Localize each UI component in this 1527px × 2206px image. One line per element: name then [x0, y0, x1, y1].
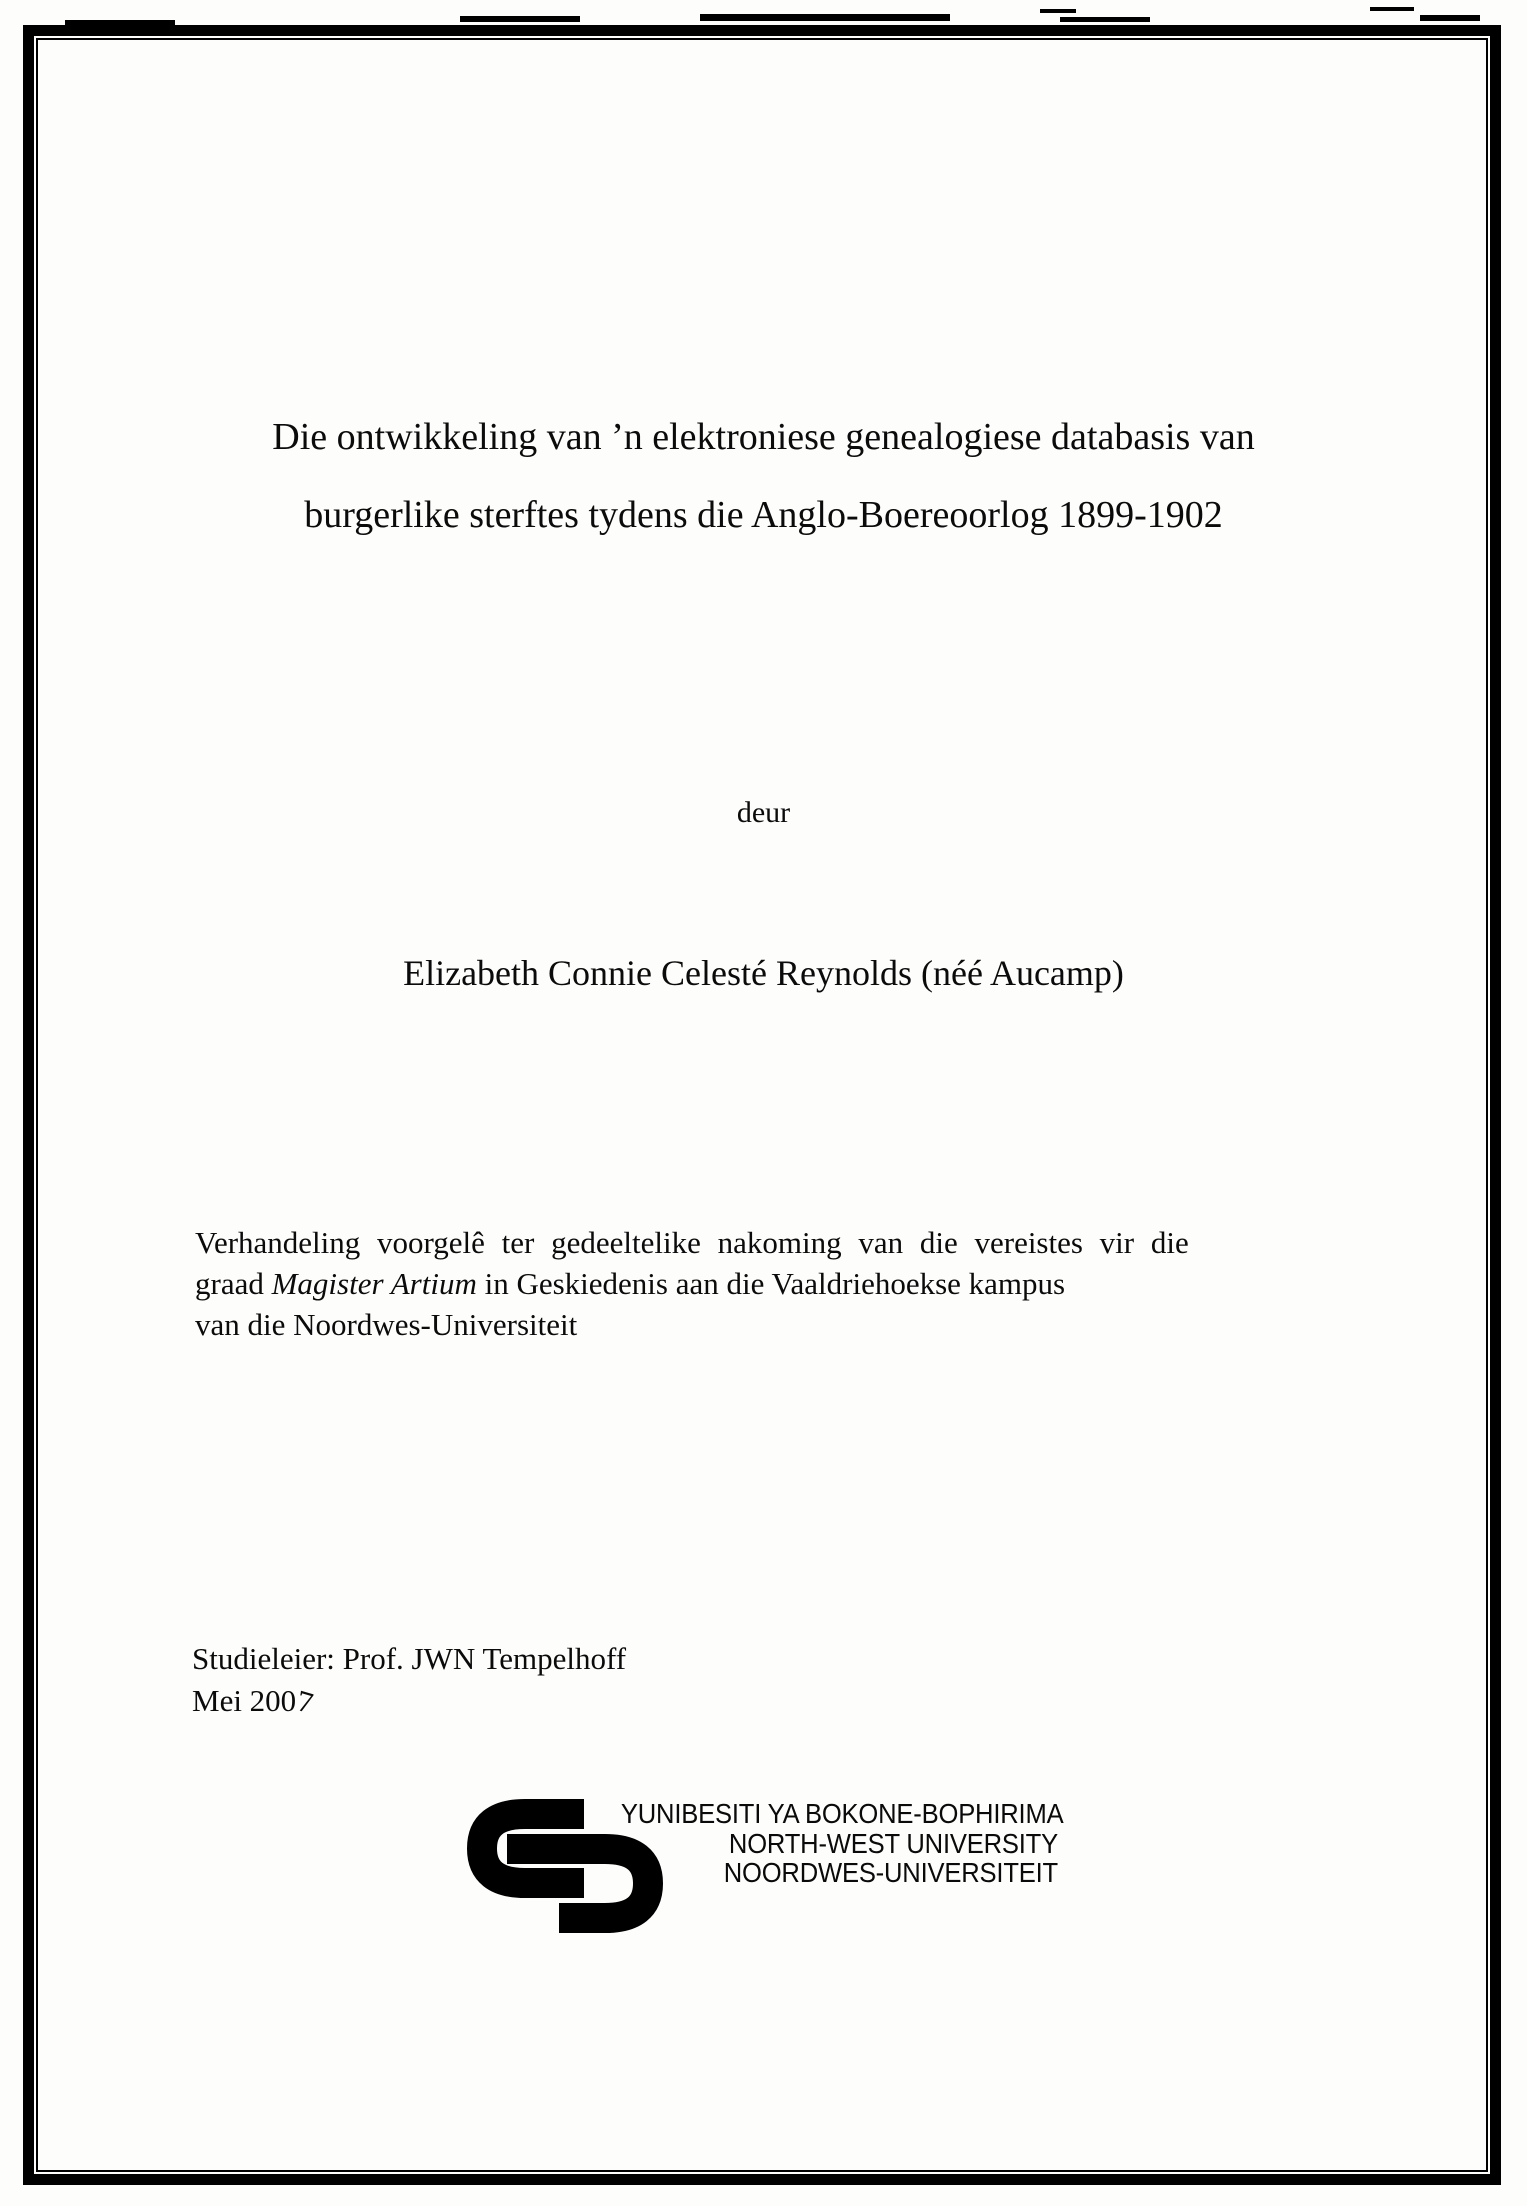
- date-prefix: Mei 200: [192, 1683, 297, 1718]
- degree-statement-line-2: [195, 1263, 1355, 1304]
- scan-artifact: [460, 16, 580, 22]
- degree-statement-line-3: van die Noordwes-Universiteit: [195, 1307, 578, 1342]
- scan-artifact: [700, 14, 950, 21]
- thesis-title-line-2: burgerlike sterftes tydens die Anglo-Boereoorlog 1899-1902: [304, 494, 1223, 536]
- supervisor-block: [192, 1638, 626, 1722]
- author-name: Elizabeth Connie Celesté Reynolds (néé Aucamp): [403, 953, 1124, 993]
- byline-label: deur: [736, 796, 791, 829]
- thesis-title: [40, 398, 1487, 554]
- scan-artifact: [1060, 17, 1150, 22]
- scan-artifact: [1040, 9, 1076, 13]
- scan-artifact: [1420, 15, 1480, 21]
- thesis-title-line-1: Die ontwikkeling van ’n elektroniese genealogiese databasis van: [272, 416, 1255, 458]
- university-logo-wordmark: [620, 1798, 1064, 1888]
- degree-statement: [195, 1222, 1355, 1345]
- date-line: [192, 1680, 626, 1722]
- date-distorted-seven: 7: [295, 1682, 316, 1721]
- scan-artifact: [1370, 7, 1414, 11]
- university-name-afrikaans: NOORDWES-UNIVERSITEIT: [723, 1857, 1058, 1888]
- degree-statement-line-2-prefix: graad: [195, 1266, 272, 1301]
- university-name-setswana: YUNIBESITI YA BOKONE-BOPHIRIMA: [620, 1798, 1064, 1829]
- degree-statement-line-1: Verhandeling voorgelê ter gedeeltelike nakoming van die vereistes vir die: [195, 1225, 1189, 1260]
- supervisor-line: Studieleier: Prof. JWN Tempelhoff: [192, 1641, 627, 1676]
- university-name-english: NORTH-WEST UNIVERSITY: [728, 1827, 1058, 1859]
- degree-name-italic: Magister Artium: [271, 1266, 477, 1301]
- degree-statement-line-2-suffix: in Geskiedenis aan die Vaaldriehoekse kampus: [476, 1266, 1066, 1301]
